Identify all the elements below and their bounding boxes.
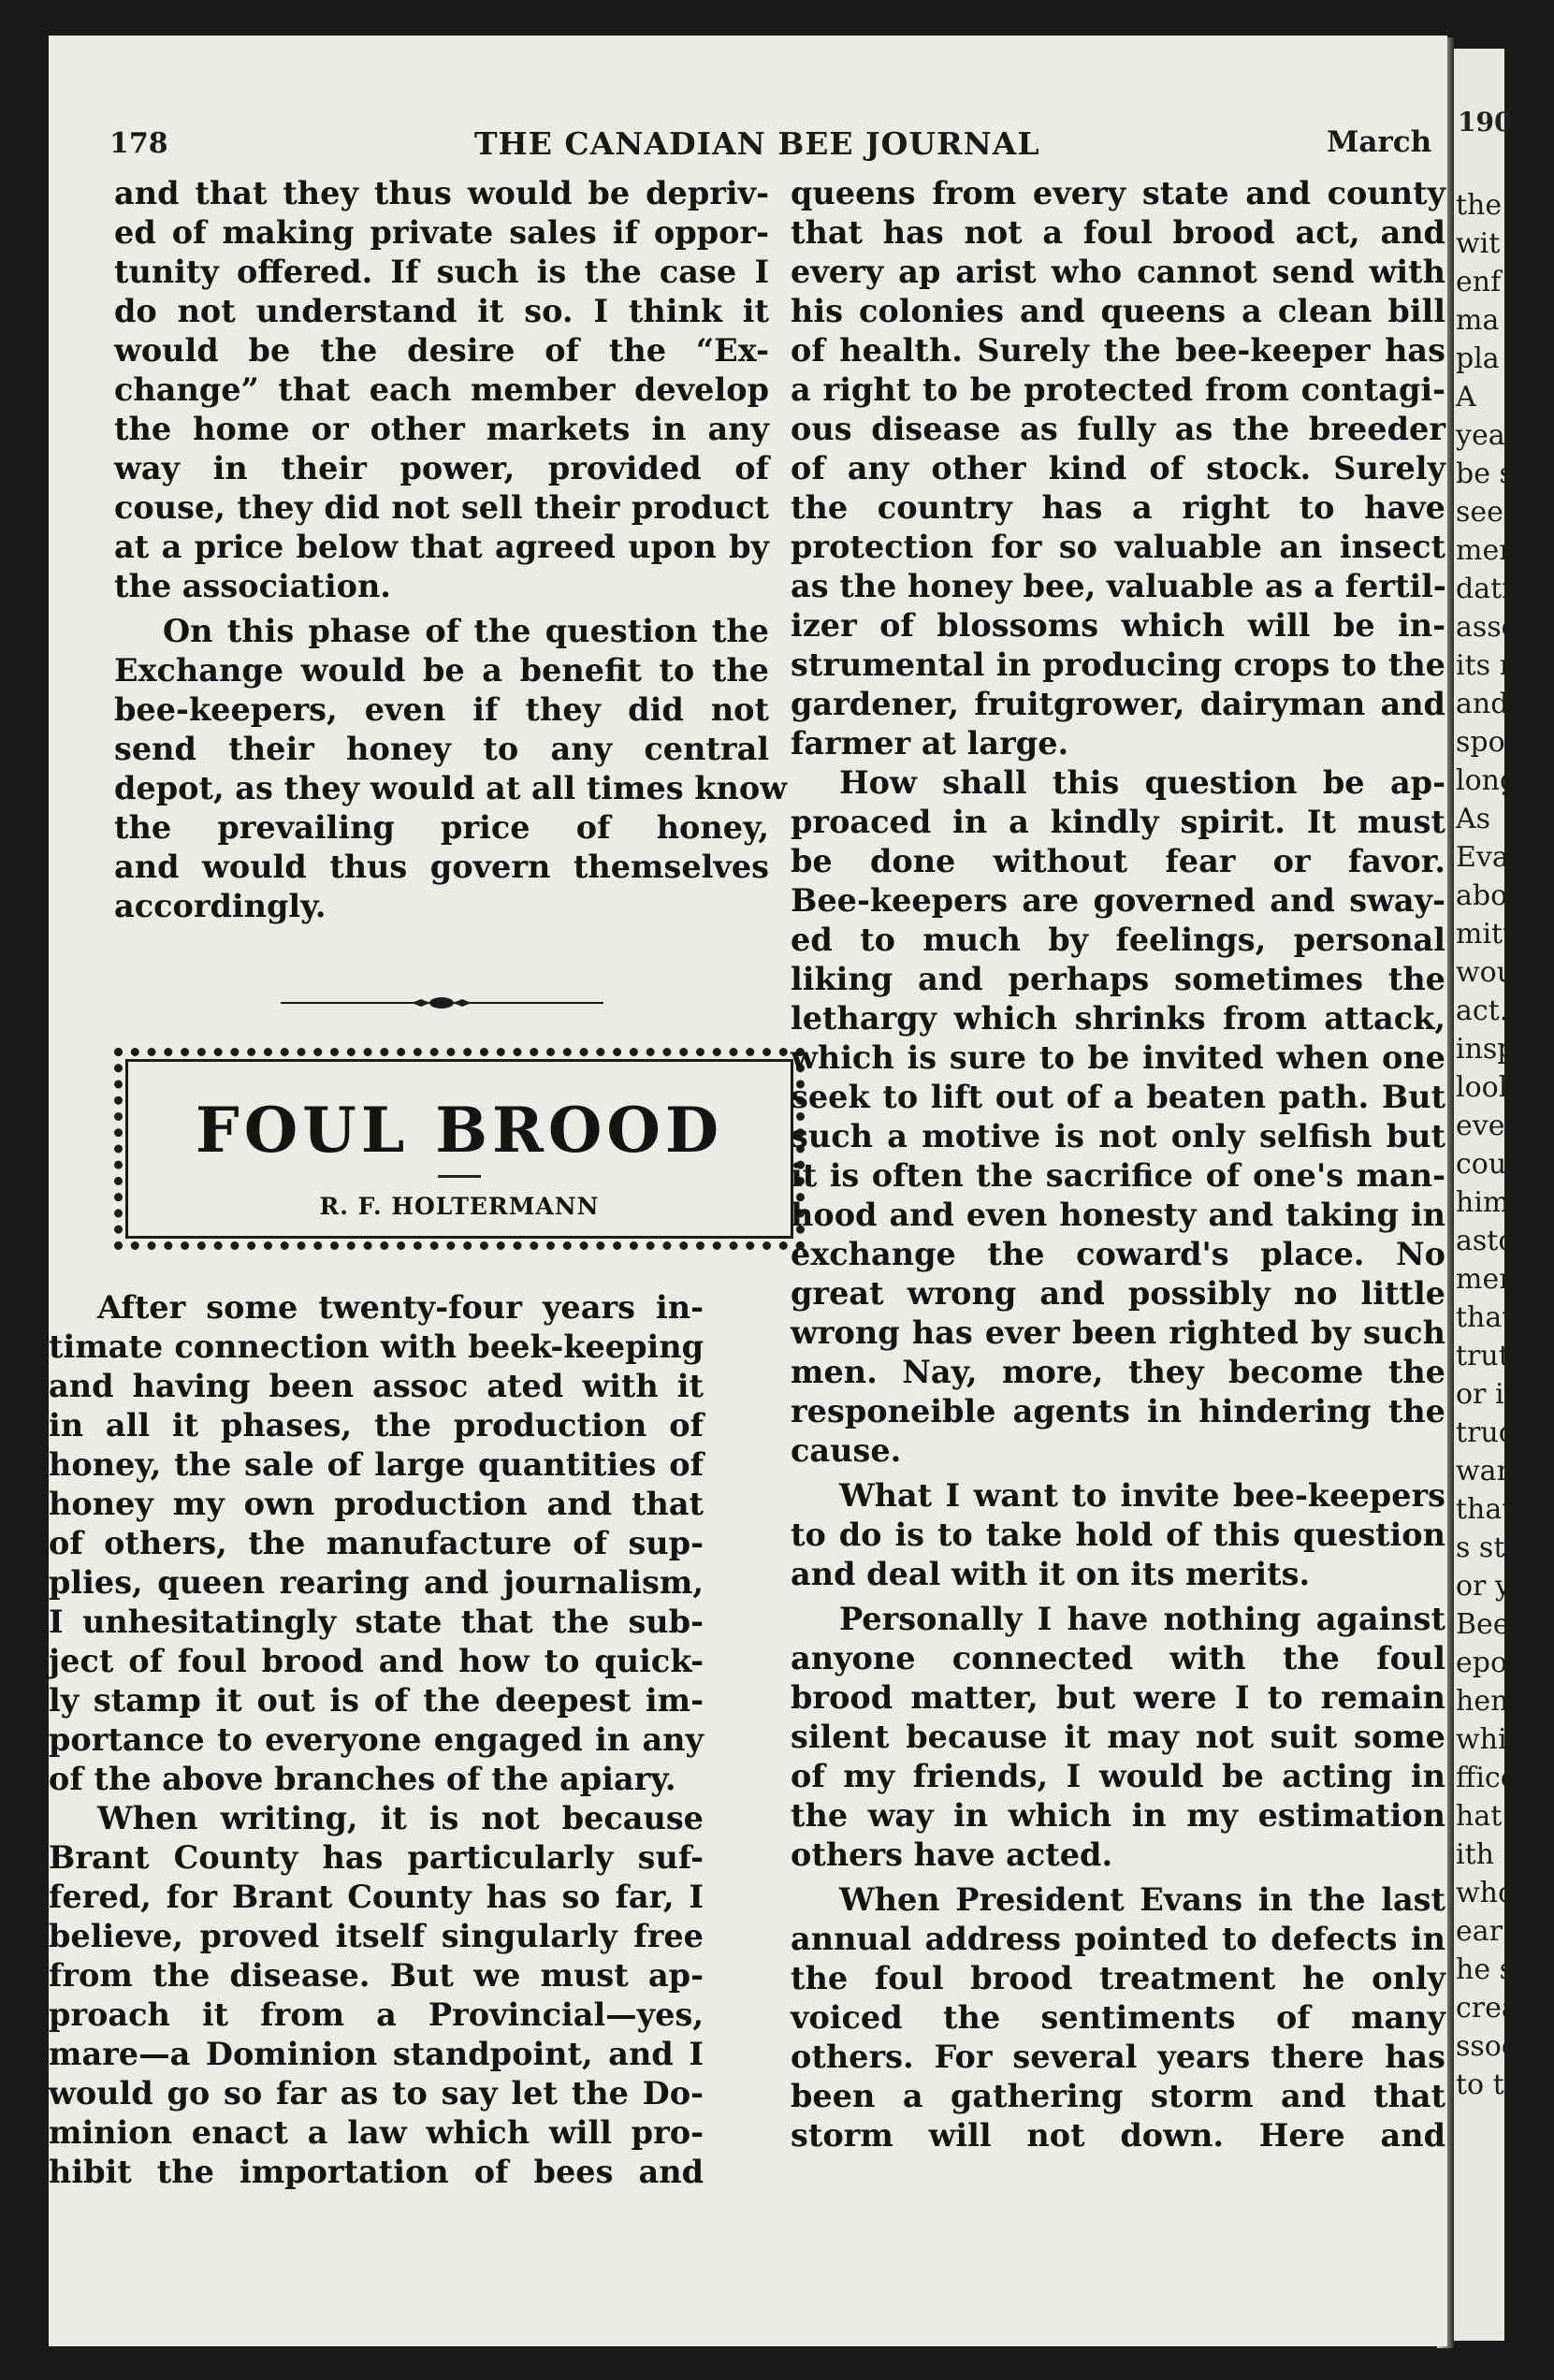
adjacent-text-fragment: A — [1456, 381, 1476, 414]
text-line: accordingly. — [114, 888, 327, 924]
text-line: the home or other markets in any — [114, 411, 769, 447]
text-line: would be the desire of the “Ex- — [114, 332, 769, 369]
text-line: hibit the importation of bees and — [49, 2154, 704, 2190]
text-line: the foul brood treatment he only — [791, 1960, 1445, 1996]
adjacent-page-folio: 190 — [1458, 107, 1513, 138]
text-line: When writing, it is not because — [97, 1800, 704, 1836]
text-line: of any other kind of stock. Surely — [791, 450, 1445, 486]
text-line: Personally I have nothing against — [839, 1601, 1445, 1637]
text-line: honey my own production and that — [49, 1486, 704, 1522]
adjacent-text-fragment: ssociat — [1456, 2030, 1554, 2063]
text-line: storm will not down. Here and — [791, 2117, 1445, 2154]
adjacent-text-fragment: want — [1456, 1455, 1526, 1488]
text-line: couse, they did not sell their product — [114, 489, 769, 526]
adjacent-text-fragment: he sa — [1456, 1953, 1531, 1986]
adjacent-text-fragment: hen th — [1456, 1685, 1547, 1718]
journal-page — [49, 36, 1447, 2346]
text-line: farmer at large. — [791, 725, 1069, 762]
text-line: When President Evans in the last — [839, 1881, 1445, 1918]
text-line: at a price below that agreed upon by — [114, 529, 769, 565]
text-line: great wrong and possibly no little — [791, 1275, 1445, 1312]
text-line: to do is to take hold of this question — [791, 1517, 1445, 1553]
adjacent-text-fragment: ma — [1456, 304, 1500, 337]
text-line: the country has a right to have — [791, 489, 1445, 526]
text-line: that has not a foul brood act, and — [791, 214, 1445, 251]
paragraph-intro — [49, 1288, 704, 1799]
article-title-box — [114, 1048, 805, 1250]
text-line: of the above branches of the apiary. — [49, 1761, 676, 1797]
ornamental-divider — [281, 994, 603, 1012]
text-line: of my friends, I would be acting in — [791, 1758, 1445, 1794]
adjacent-text-fragment: look — [1456, 1071, 1516, 1104]
adjacent-text-fragment: yea — [1456, 419, 1505, 452]
text-line: way in their power, provided of — [114, 450, 769, 486]
adjacent-text-fragment: ith a — [1456, 1838, 1520, 1871]
text-line: silent because it may not suit some — [791, 1719, 1445, 1755]
text-line: would go so far as to say let the Do- — [49, 2075, 704, 2112]
title-rule — [438, 1175, 481, 1178]
adjacent-text-fragment: long — [1456, 764, 1518, 797]
text-line: strumental in producing crops to the — [791, 646, 1445, 683]
text-line: ly stamp it out is of the deepest im- — [49, 1682, 704, 1719]
adjacent-text-fragment: dati — [1456, 573, 1511, 605]
adjacent-text-fragment: truct — [1456, 1416, 1526, 1449]
adjacent-text-fragment: that — [1456, 1301, 1514, 1334]
article-title: FOUL BROOD — [195, 1094, 724, 1167]
adjacent-text-fragment: eport — [1456, 1647, 1532, 1679]
adjacent-text-fragment: its r — [1456, 649, 1513, 682]
text-line: hood and even honesty and taking in — [791, 1197, 1445, 1233]
issue-month: March — [1327, 125, 1432, 159]
paragraph-exchange-continued — [114, 174, 769, 606]
adjacent-text-fragment: or in — [1456, 1378, 1522, 1411]
text-line: from the disease. But we must ap- — [49, 1957, 704, 1994]
adjacent-text-fragment: himse — [1456, 1186, 1541, 1219]
text-line: which is sure to be invited when one — [791, 1039, 1445, 1076]
text-line: liking and perhaps sometimes the — [791, 961, 1445, 997]
text-line: and having been assoc ated with it — [49, 1368, 704, 1404]
text-line: cause. — [791, 1432, 902, 1469]
adjacent-text-fragment: asso — [1456, 611, 1518, 644]
text-line: the association. — [114, 568, 391, 604]
adjacent-text-fragment: act. — [1456, 994, 1509, 1027]
text-line: be done without fear or favor. — [791, 843, 1445, 879]
text-line: others have acted. — [791, 1836, 1113, 1873]
adjacent-text-fragment: ear af — [1456, 1915, 1539, 1948]
text-line: and deal with it on its merits. — [791, 1556, 1311, 1592]
adjacent-text-fragment: inspe — [1456, 1033, 1532, 1066]
paragraph-kindly-spirit — [791, 763, 1445, 1471]
text-line: seek to lift out of a beaten path. But — [791, 1079, 1445, 1115]
text-line: plies, queen rearing and journalism, — [49, 1564, 704, 1601]
text-line: ous disease as fully as the breeder — [791, 411, 1445, 447]
text-line: responeible agents in hindering the — [791, 1393, 1445, 1429]
text-line: annual address pointed to defects in — [791, 1921, 1445, 1957]
text-line: bee-keepers, even if they did not — [114, 691, 769, 728]
paragraph-importation — [791, 174, 1445, 763]
adjacent-text-fragment: mer — [1456, 534, 1513, 567]
adjacent-text-fragment: or yea — [1456, 1570, 1545, 1603]
text-line: After some twenty-four years in- — [97, 1289, 704, 1326]
text-line: change” that each member develop — [114, 371, 769, 408]
text-line: such a motive is not only selfish but — [791, 1118, 1445, 1154]
text-line: honey, the sale of large quantities of — [49, 1446, 704, 1483]
adjacent-text-fragment: to the — [1456, 2068, 1539, 2101]
adjacent-text-fragment: that a — [1456, 1493, 1539, 1526]
text-line: men. Nay, more, they become the — [791, 1354, 1445, 1390]
text-line: the prevailing price of honey, — [114, 809, 769, 846]
adjacent-text-fragment: truth — [1456, 1340, 1529, 1372]
text-line: his colonies and queens a clean bill — [791, 293, 1445, 329]
text-line: every ap arist who cannot send with — [791, 254, 1445, 290]
text-line: I unhesitatingly state that the sub- — [49, 1604, 704, 1640]
text-line: the way in which in my estimation — [791, 1797, 1445, 1834]
left-column-article — [49, 1288, 704, 2192]
adjacent-text-fragment: mitte — [1456, 918, 1531, 951]
adjacent-text-fragment: pla — [1456, 342, 1500, 375]
adjacent-text-fragment: s stat — [1456, 1531, 1533, 1564]
text-line: voiced the sentiments of many — [791, 1999, 1445, 2036]
text-line: and that they thus would be depriv- — [114, 175, 769, 211]
text-line: proach it from a Provincial—yes, — [49, 1996, 704, 2033]
text-line: ject of foul brood and how to quick- — [49, 1643, 704, 1679]
text-line: ed to much by feelings, personal — [791, 922, 1445, 958]
text-line: ed of making private sales if oppor- — [114, 214, 769, 251]
adjacent-text-fragment: aston — [1456, 1225, 1533, 1257]
adjacent-text-fragment: which — [1456, 1723, 1541, 1756]
left-column — [114, 174, 788, 926]
adjacent-text-fragment: fficers — [1456, 1762, 1546, 1794]
text-line: Exchange would be a benefit to the — [114, 652, 769, 689]
adjacent-text-fragment: spon — [1456, 726, 1523, 759]
text-line: lethargy which shrinks from attack, — [791, 1000, 1445, 1037]
paragraph-exchange-benefit — [114, 612, 788, 926]
text-line: of others, the manufacture of sup- — [49, 1525, 704, 1561]
adjacent-page-fragment — [1452, 49, 1554, 2341]
text-line: exchange the coward's place. No — [791, 1236, 1445, 1272]
text-line: protection for so valuable an insect — [791, 529, 1445, 565]
adjacent-text-fragment: could — [1456, 1148, 1533, 1181]
text-line: izer of blossoms which will be in- — [791, 607, 1445, 644]
page-number: 178 — [109, 127, 168, 160]
adjacent-text-fragment: Bee-ke — [1456, 1608, 1553, 1641]
text-line: believe, proved itself singularly free — [49, 1918, 704, 1954]
running-header — [49, 92, 1447, 162]
paragraph-president-evans — [791, 1880, 1445, 2155]
adjacent-text-fragment: see — [1456, 496, 1503, 529]
text-line: On this phase of the question the — [163, 613, 769, 649]
adjacent-text-fragment: crease — [1456, 1992, 1549, 2024]
right-column — [791, 174, 1445, 2155]
text-line: timate connection with beek-keeping — [49, 1328, 704, 1365]
text-line: brood matter, but were I to remain — [791, 1679, 1445, 1716]
text-line: minion enact a law which will pro- — [49, 2114, 704, 2151]
text-line: proaced in a kindly spirit. It must — [791, 804, 1445, 840]
adjacent-text-fragment: be s — [1456, 457, 1514, 490]
text-line: others. For several years there has — [791, 2039, 1445, 2075]
text-line: portance to everyone engaged in any — [49, 1721, 704, 1758]
text-line: depot, as they would at all times know — [114, 770, 788, 806]
adjacent-text-fragment: every — [1456, 1110, 1534, 1142]
paragraph-brant-county — [49, 1799, 704, 2192]
text-line: gardener, fruitgrower, dairyman and — [791, 686, 1445, 722]
text-line: mare—a Dominion standpoint, and I — [49, 2036, 704, 2072]
adjacent-text-fragment: Evan — [1456, 841, 1528, 874]
adjacent-text-fragment: and — [1456, 688, 1509, 720]
text-line: tunity offered. If such is the case I — [114, 254, 769, 290]
adjacent-text-fragment: who h — [1456, 1877, 1542, 1909]
adjacent-text-fragment: As — [1456, 803, 1491, 835]
text-line: Bee-keepers are governed and sway- — [791, 882, 1445, 919]
text-line: in all it phases, the production of — [49, 1407, 704, 1444]
paragraph-invite — [791, 1476, 1445, 1594]
text-line: and would thus govern themselves — [114, 849, 769, 885]
adjacent-text-fragment: enf — [1456, 266, 1502, 298]
paragraph-personally — [791, 1600, 1445, 1875]
text-line: Brant County has particularly suf- — [49, 1839, 704, 1876]
adjacent-text-fragment: abou — [1456, 879, 1526, 912]
text-line: it is often the sacrifice of one's man- — [791, 1157, 1445, 1194]
adjacent-text-fragment: wit — [1456, 227, 1501, 260]
text-line: do not understand it so. I think it — [114, 293, 769, 329]
text-line: been a gathering storm and that — [791, 2078, 1445, 2114]
text-line: How shall this question be ap- — [839, 764, 1445, 801]
text-line: wrong has ever been righted by such — [791, 1314, 1445, 1351]
adjacent-text-fragment: woul — [1456, 956, 1524, 989]
adjacent-text-fragment: hat — [1456, 1800, 1503, 1833]
adjacent-text-fragment: ment — [1456, 1263, 1529, 1296]
journal-title: THE CANADIAN BEE JOURNAL — [474, 125, 1040, 162]
text-line: anyone connected with the foul — [791, 1640, 1445, 1676]
text-line: queens from every state and county — [791, 175, 1445, 211]
text-line: send their honey to any central — [114, 731, 769, 767]
article-author: R. F. HOLTERMANN — [319, 1193, 600, 1220]
text-line: as the honey bee, valuable as a fertil- — [791, 568, 1446, 604]
text-line: of health. Surely the bee-keeper has — [791, 332, 1445, 369]
text-line: What I want to invite bee-keepers — [839, 1477, 1445, 1514]
adjacent-text-fragment: the — [1456, 189, 1503, 222]
text-line: fered, for Brant County has so far, I — [49, 1879, 704, 1915]
text-line: a right to be protected from contagi- — [791, 371, 1445, 408]
